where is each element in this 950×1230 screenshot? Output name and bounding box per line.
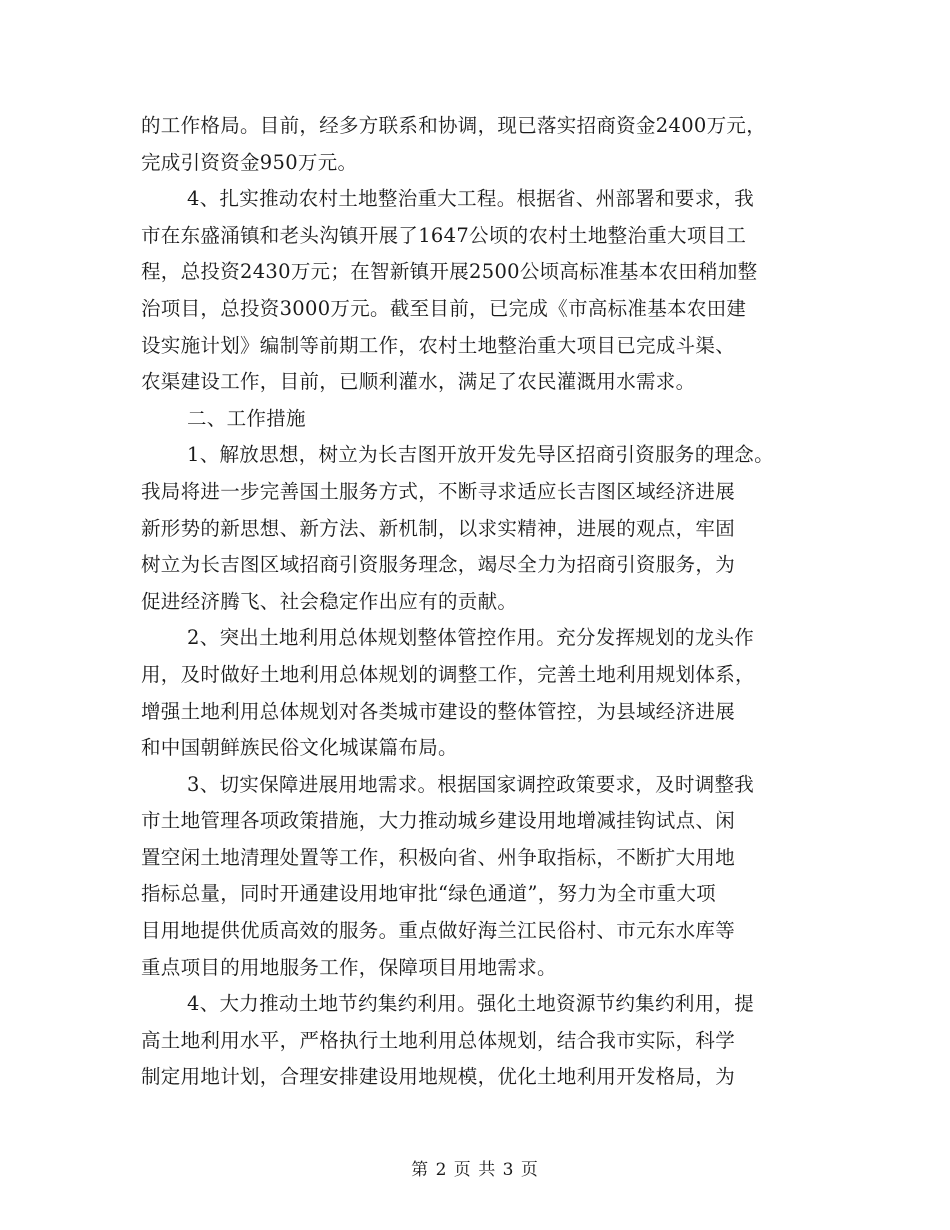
text-line: 指标总量，同时开通建设用地审批“绿色通道”，努力为全市重大项: [141, 882, 716, 906]
text-line: 程，总投资2430万元；在智新镇开展2500公顷高标准基本农田稍加整: [141, 260, 758, 284]
text-line: 4、大力推动土地节约集约利用。强化土地资源节约集约利用，提: [187, 992, 755, 1016]
text-line: 1、解放思想，树立为长吉图开放开发先导区招商引资服务的理念。: [187, 443, 774, 467]
text-line: 3、切实保障进展用地需求。根据国家调控政策要求，及时调整我: [187, 772, 755, 796]
text-line: 增强土地利用总体规划对各类城市建设的整体管控，为县域经济进展: [141, 699, 736, 723]
text-line: 目用地提供优质高效的服务。重点做好海兰江民俗村、市元东水库等: [141, 919, 736, 943]
text-line: 完成引资资金950万元。: [141, 150, 358, 174]
text-line: 新形势的新思想、新方法、新机制，以求实精神，进展的观点，牢固: [141, 516, 736, 540]
text-line: 树立为长吉图区域招商引资服务理念，竭尽全力为招商引资服务，为: [141, 553, 736, 577]
text-line: 用，及时做好土地利用总体规划的调整工作，完善土地利用规划体系，: [141, 662, 755, 686]
text-line: 高土地利用水平，严格执行土地利用总体规划，结合我市实际，科学: [141, 1028, 736, 1052]
text-line: 的工作格局。目前，经多方联系和协调，现已落实招商资金2400万元，: [141, 114, 767, 137]
text-line: 促进经济腾飞、社会稳定作出应有的贡献。: [141, 589, 518, 613]
text-line: 市在东盛涌镇和老头沟镇开展了1647公顷的农村土地整治重大项目工: [141, 223, 747, 247]
text-line: 设实施计划》编制等前期工作，农村土地整治重大项目已完成斗渠、: [141, 333, 736, 357]
text-line: 2、突出土地利用总体规划整体管控作用。充分发挥规划的龙头作: [187, 626, 755, 650]
text-line: 治项目，总投资3000万元。截至目前，已完成《市高标准基本农田建: [141, 296, 747, 320]
text-line: 重点项目的用地服务工作，保障项目用地需求。: [141, 955, 557, 979]
text-line: 置空闲土地清理处置等工作，积极向省、州争取指标，不断扩大用地: [141, 845, 736, 869]
text-line: 4、扎实推动农村土地整治重大工程。根据省、州部署和要求，我: [187, 187, 755, 211]
document-body: [141, 108, 811, 1096]
text-line: 制定用地计划，合理安排建设用地规模，优化土地利用开发格局，为: [141, 1065, 736, 1089]
text-line: 市土地管理各项政策措施，大力推动城乡建设用地增减挂钩试点、闲: [141, 809, 736, 833]
text-line: 我局将进一步完善国土服务方式，不断寻求适应长吉图区域经济进展: [141, 479, 736, 503]
text-line: 和中国朝鲜族民俗文化城谋篇布局。: [141, 736, 458, 760]
text-line: 二、工作措施: [187, 406, 306, 430]
page-number-footer: 第 2 页 共 3 页: [411, 1160, 539, 1180]
text-line: 农渠建设工作，目前，已顺利灌水，满足了农民灌溉用水需求。: [141, 370, 696, 394]
